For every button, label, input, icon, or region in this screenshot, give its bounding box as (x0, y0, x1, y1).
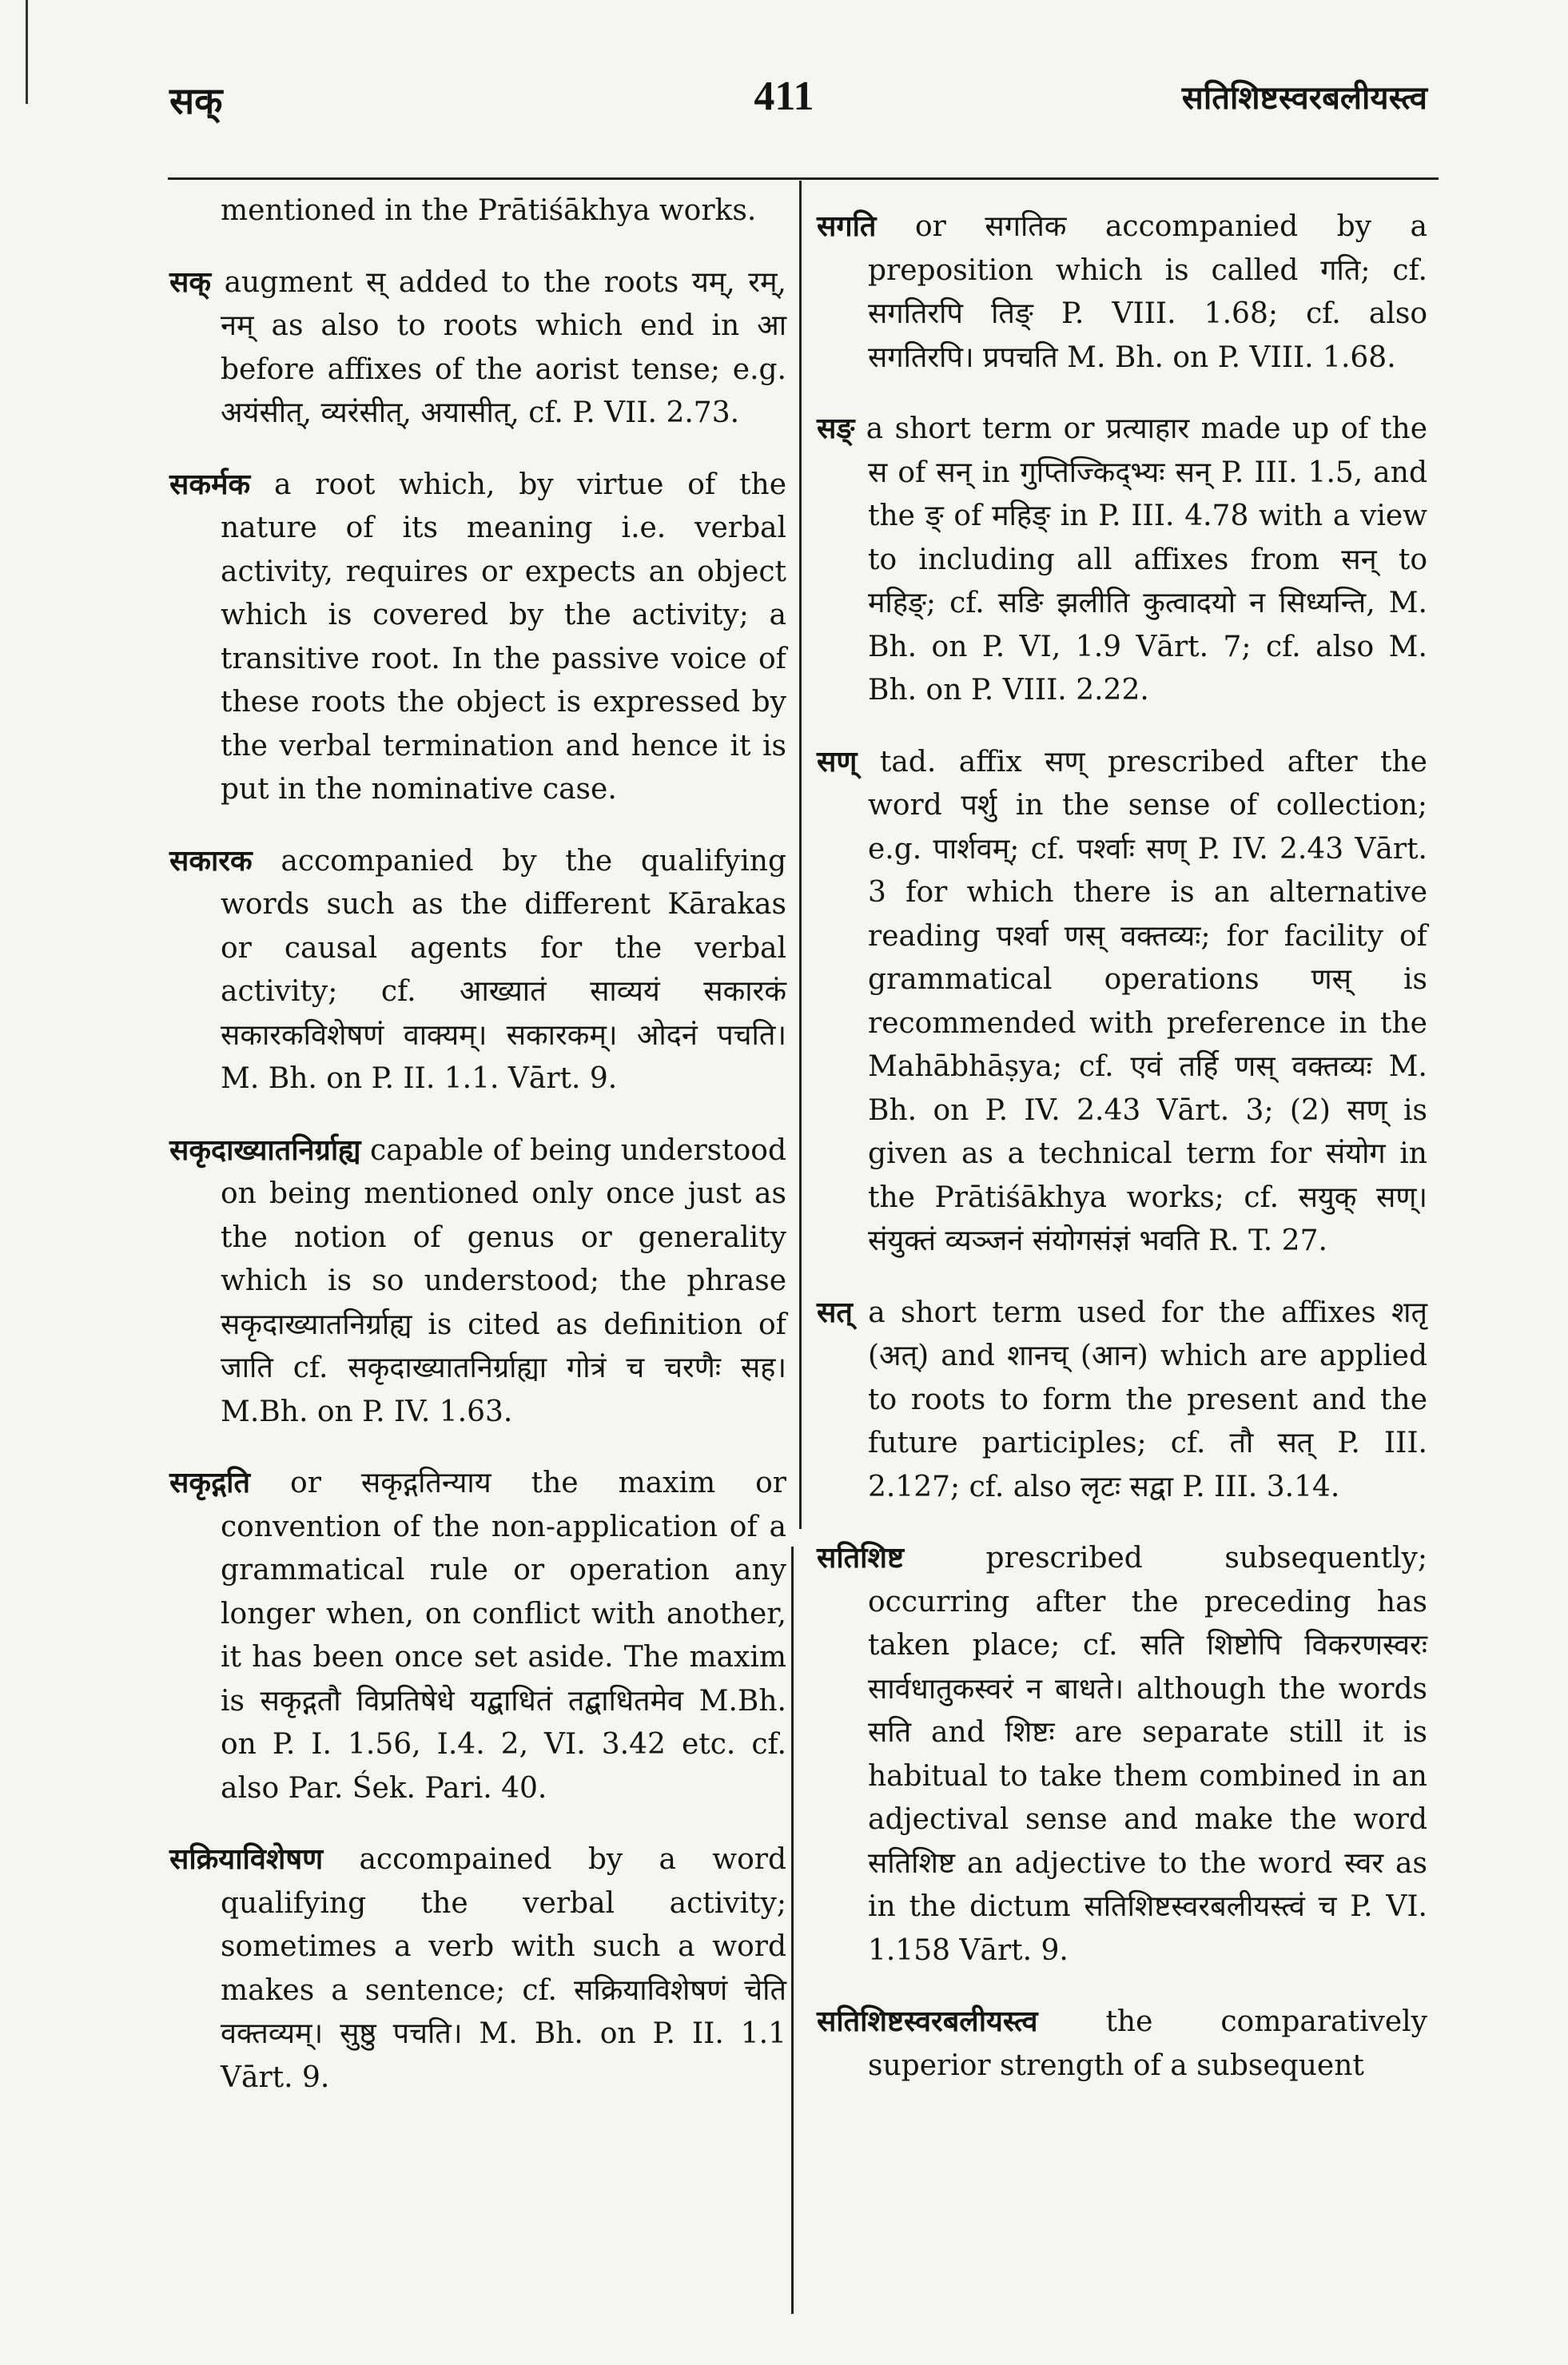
entry (817, 205, 1427, 380)
entry-text: a root which, by virtue of the nature of its meaning i.e. verbal activity, requires or expects an object which is covered by the activity; a transitive root. In the passive voice of these roots the object is expressed by the verbal termination and hence it is put in the nominative case. (221, 468, 786, 806)
entry-text: accompanied by the qualifying words such as the different Kārakas or causal agents for the verbal activity; cf. आख्यातं साव्ययं सकारकं सकारकविशेषणं वाक्यम्। सकारकम्। ओदनं पचति। M. Bh. on P. II. 1.1. Vārt. 9. (221, 844, 786, 1095)
entry-headword: सतिशिष्ट (817, 1541, 905, 1575)
left-column (169, 189, 786, 2127)
entry-text: a short term used for the affixes शतृ (अत्) and शानच् (आन) which are applied to roots to form the present and the future participles; cf. तौ सत् P. III. 2.127; cf. also लृटः सद्वा P. III. 3.14. (852, 1296, 1427, 1503)
entry (169, 1837, 786, 2100)
entry (169, 1129, 786, 1435)
entry (817, 2000, 1427, 2088)
header-left-guideword: सक् (169, 79, 223, 122)
entry (169, 463, 786, 812)
entry-text: mentioned in the Prātiśākhya works. (221, 194, 757, 227)
entry-text: prescribed subsequently; occurring after the preceding has taken place; cf. सति शिष्टोपि विकरणस्वरः सार्वधातुकस्वरं न बाधते। although the words सति and शिष्टः are separate still it is habitual to take them combined in an adjectival sense and make the word सतिशिष्ट an adjective to the word स्वर as in the dictum सतिशिष्टस्वरबलीयस्त्वं च P. VI. 1.158 Vārt. 9. (868, 1542, 1427, 1967)
page-number: 411 (754, 74, 814, 119)
entry (817, 407, 1427, 713)
entry-text: accompained by a word qualifying the verbal activity; sometimes a verb with such a word makes a sentence; cf. सक्रियाविशेषणं चेति वक्तव्यम्। सुष्ठु पचति। M. Bh. on P. II. 1.1 Vārt. 9. (221, 1843, 786, 2094)
entry-headword: सकृद्गति (169, 1466, 251, 1499)
column-divider-top (799, 181, 802, 1529)
entry (817, 740, 1427, 1264)
entry-headword: सतिशिष्टस्वरबलीयस्त्व (817, 2005, 1038, 2038)
column-divider-bottom (791, 1547, 794, 2314)
entry-headword: सत् (817, 1295, 853, 1329)
entry-text: capable of being understood on being mentioned only once just as the notion of genus or generality which is so understood; the phrase सकृदाख्यातनिर्ग्राह्य is cited as definition of जाति cf. सकृदाख्यातनिर्ग्राह्या गोत्रं च चरणैः सह। M.Bh. on P. IV. 1.63. (221, 1133, 786, 1428)
entry-text: or सकृद्गतिन्याय the maxim or convention of the non-application of a grammatical rule or operation any longer when, on conflict with another, it has been once set aside. The maxim is सकृद्गतौ विप्रतिषेधे यद्बाधितं तद्बाधितमेव M.Bh. on P. I. 1.56, I.4. 2, VI. 3.42 etc. cf. also Par. Śek. Pari. 40. (221, 1467, 786, 1805)
header-rule (168, 177, 1439, 180)
entry-headword: सक् (169, 265, 211, 299)
entry-headword: सगति (817, 209, 877, 243)
entry (169, 189, 786, 233)
entry (169, 839, 786, 1101)
entry-text: the comparatively superior strength of a subsequent (868, 2005, 1427, 2082)
header-right-guideword: सतिशिष्टस्वरबलीयस्त्व (1181, 79, 1427, 117)
entry (817, 1291, 1427, 1510)
entry-headword: सक्रियाविशेषण (169, 1842, 324, 1876)
entry (169, 261, 786, 436)
entry-headword: सण् (817, 744, 858, 778)
entry-text: augment स् added to the roots यम्, रम्, नम् as also to roots which end in आ before affixes of the aorist tense; e.g. अयंसीत्, व्यरंसीत्, अयासीत्, cf. P. VII. 2.73. (210, 265, 786, 429)
page-header (0, 76, 1568, 140)
entry-headword: सकृदाख्यातनिर्ग्राह्य (169, 1133, 361, 1167)
entry-text: or सगतिक accompanied by a preposition which is called गति; cf. सगतिरपि तिङ् P. VIII. 1.68; cf. also सगतिरपि। प्रपचति M. Bh. on P. VIII. 1.68. (868, 210, 1427, 374)
entry (169, 1461, 786, 1810)
entry-text: a short term or प्रत्याहार made up of the स of सन् in गुप्तिज्किद्भ्यः सन् P. III. 1.5, and the ङ् of महिङ् in P. III. 4.78 with a view to including all affixes from सन् to महिङ्; cf. सङि झलीति कुत्वादयो न सिध्यन्ति, M. Bh. on P. VI, 1.9 Vārt. 7; cf. also M. Bh. on P. VIII. 2.22. (854, 412, 1427, 707)
entry-headword: सङ् (817, 412, 855, 445)
entry-text: tad. affix सण् prescribed after the word पर्शु in the sense of collection; e.g. पार्शवम्; cf. पर्श्वाः सण् P. IV. 2.43 Vārt. 3 for which there is an alternative reading पर्श्वा णस् वक्तव्यः; for facility of grammatical operations णस् is recommended with preference in the Mahābhāṣya; cf. एवं तर्हि णस् वक्तव्यः M. Bh. on P. IV. 2.43 Vārt. 3; (2) सण् is given as a technical term for संयोग in the Prātiśākhya works; cf. सयुक् सण्। संयुक्तं व्यञ्जनं संयोगसंज्ञं भवति R. T. 27. (857, 745, 1427, 1257)
entry-headword: सकर्मक (169, 467, 251, 501)
entry-headword: सकारक (169, 843, 253, 878)
right-column (817, 205, 1427, 2115)
entry (817, 1536, 1427, 1973)
